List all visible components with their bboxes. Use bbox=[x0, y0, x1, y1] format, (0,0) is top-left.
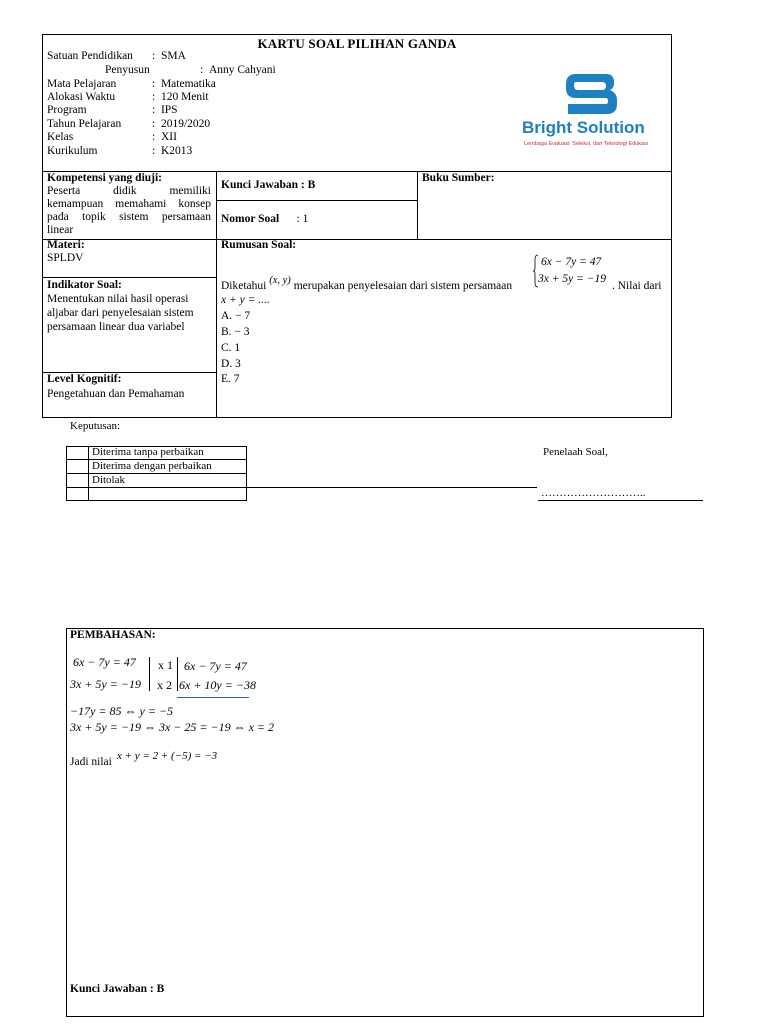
level-label: Level Kognitif: bbox=[47, 373, 122, 385]
system-eq1: 6x − 7y = 47 bbox=[541, 256, 602, 268]
indikator-label: Indikator Soal: bbox=[47, 279, 122, 291]
system-eq2: 3x + 5y = −19 bbox=[538, 273, 606, 285]
indikator-line-3: persamaan linear dua variabel bbox=[47, 321, 185, 333]
keputusan-option-2[interactable]: Diterima dengan perbaikan bbox=[92, 460, 212, 472]
keputusan-label: Keputusan: bbox=[70, 420, 121, 432]
right-eq2: 6x + 10y = −38 bbox=[179, 678, 256, 692]
penelaah-signature-dots: ……………………….. bbox=[541, 487, 646, 499]
rumusan-text: Diketahui (x, y) merupakan penyelesaian dari sistem persamaan bbox=[221, 275, 513, 292]
penelaah-label: Penelaah Soal, bbox=[543, 446, 608, 458]
option-e: E. 7 bbox=[221, 373, 240, 385]
right-eq1: 6x − 7y = 47 bbox=[184, 659, 247, 673]
left-eq2: 3x + 5y = −19 bbox=[70, 677, 141, 691]
option-c: C. 1 bbox=[221, 342, 241, 354]
pair-xy: (x, y) bbox=[269, 275, 291, 286]
kompetensi-line-3: pada topik sistem persamaan bbox=[47, 211, 211, 223]
info-program: Program : IPS bbox=[47, 104, 178, 116]
kompetensi-line-2: kemampuan memahami konsep bbox=[47, 198, 211, 210]
logo-icon bbox=[562, 70, 622, 116]
step-1: −17y = 85 ⇔ y = −5 bbox=[70, 704, 174, 718]
kompetensi-label: Kompetensi yang diuji: bbox=[47, 172, 163, 184]
bright-solution-logo bbox=[518, 68, 670, 152]
step-2: 3x + 5y = −19 ⇔ 3x − 25 = −19 ⇔ x = 2 bbox=[70, 720, 274, 734]
keputusan-option-1[interactable]: Diterima tanpa perbaikan bbox=[92, 446, 204, 458]
info-kelas: Kelas : XII bbox=[47, 131, 177, 143]
materi-label: Materi: bbox=[47, 239, 85, 251]
left-eq1: 6x − 7y = 47 bbox=[73, 655, 136, 669]
logo-name: Bright Solution bbox=[522, 118, 645, 137]
info-satuan: Satuan Pendidikan : SMA bbox=[47, 50, 186, 62]
keputusan-option-3[interactable]: Ditolak bbox=[92, 474, 125, 486]
info-alokasi: Alokasi Waktu : 120 Menit bbox=[47, 91, 209, 103]
pembahasan-kunci: Kunci Jawaban : B bbox=[70, 983, 165, 995]
option-a: A. − 7 bbox=[221, 310, 251, 322]
indikator-line-1: Menentukan nilai hasil operasi bbox=[47, 293, 189, 305]
buku-sumber: Buku Sumber: bbox=[422, 172, 495, 184]
multiplier-2: x 2 bbox=[157, 678, 172, 692]
rumusan-label: Rumusan Soal: bbox=[221, 239, 297, 251]
pembahasan-label: PEMBAHASAN: bbox=[70, 629, 156, 641]
option-b: B. − 3 bbox=[221, 326, 250, 338]
nomor-soal: Nomor Soal : 1 bbox=[221, 213, 309, 225]
kompetensi-line-4: linear bbox=[47, 224, 74, 236]
subtraction-line bbox=[177, 697, 249, 698]
option-d: D. 3 bbox=[221, 358, 241, 370]
card-title: KARTU SOAL PILIHAN GANDA bbox=[257, 36, 457, 51]
rumusan-after: . Nilai dari bbox=[612, 280, 662, 292]
indikator-line-2: aljabar dari penyelesaian sistem bbox=[47, 307, 194, 319]
materi-value: SPLDV bbox=[47, 252, 84, 264]
kunci-jawaban: Kunci Jawaban : B bbox=[221, 179, 316, 191]
jadi-label: Jadi nilai bbox=[70, 756, 112, 768]
info-kurikulum: Kurikulum : K2013 bbox=[47, 145, 193, 157]
multiplier-1: x 1 bbox=[158, 658, 173, 672]
level-value: Pengetahuan dan Pemahaman bbox=[47, 388, 185, 400]
question-expr: x + y = .... bbox=[221, 294, 270, 306]
jadi-eq: x + y = 2 + (−5) = −3 bbox=[117, 750, 218, 762]
info-mapel: Mata Pelajaran : Matematika bbox=[47, 78, 216, 90]
info-penyusun: Penyusun : Anny Cahyani bbox=[105, 64, 276, 76]
info-tahun: Tahun Pelajaran : 2019/2020 bbox=[47, 118, 211, 130]
kompetensi-line-1: Peserta didik memiliki bbox=[47, 185, 211, 197]
logo-tagline: Lembaga Evaluasi, Seleksi, dan Teknologi Edukasi bbox=[524, 141, 649, 147]
